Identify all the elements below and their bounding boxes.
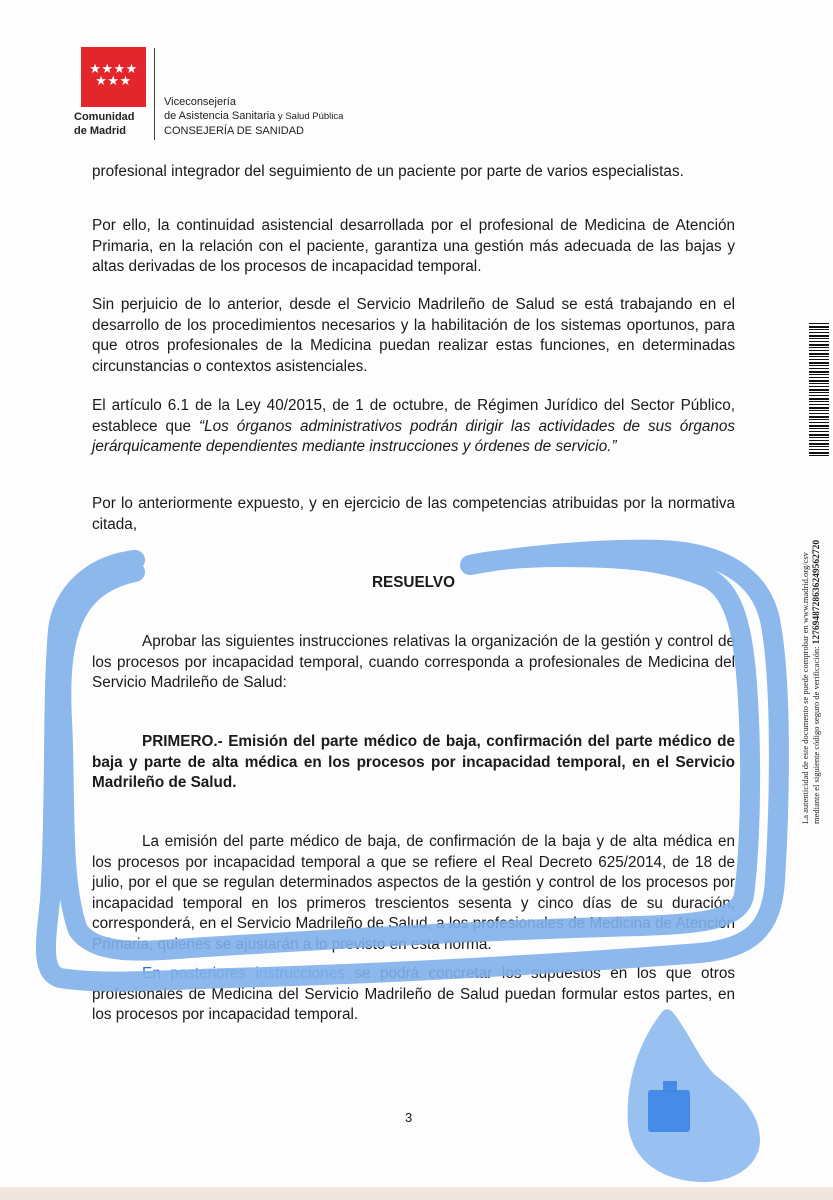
dept-line2 [164,109,343,124]
paragraph-2: Por ello, la continuidad asistencial desarrollada por el profesional de Medicina de Atención Primaria, en la relación con el paciente, garantiza una gestión más adecuada de las bajas y altas derivadas de los procesos de incapacidad temporal. [92,217,735,275]
paragraph-9-highlight: En posteriores instrucciones [142,965,345,982]
dept-line3: CONSEJERÍA DE SANIDAD [164,125,304,137]
verification-code: 1276948728636249562720 [812,539,822,645]
dept-line1: Viceconsejería [164,96,236,108]
verification-text [800,540,823,824]
comunidad-madrid-logo [81,47,146,107]
paragraph-1: profesional integrador del seguimiento de un paciente por parte de varios especialistas. [92,163,684,180]
department-header [164,95,343,138]
dept-line2a: de Asistencia Sanitaria [164,110,276,122]
primero-heading: PRIMERO.- Emisión del parte médico de baja, confirmación del parte médico de baja y parte de alta médica en los procesos por incapacidad temporal, en el Servicio Madrileño de Salud. [92,733,735,791]
page-number: 3 [405,1110,413,1125]
paragraph-5: Por lo anteriormente expuesto, y en ejercicio de las competencias atribuidas por la normativa citada, [92,495,735,533]
verification-line2 [811,540,823,824]
paragraph-8: La emisión del parte médico de baja, de confirmación de la baja y de alta médica en los procesos por incapacidad temporal a que se refiere el Real Decreto 625/2014, de 18 de julio, por el que se regulan determinados aspectos de la gestión y control de los procesos por incapacidad temporal en los primeros trescientos sesenta y cinco días de su duración, corresponderá, en el Servicio Madrileño de Salud, a los profesionales de Medicina de Atención Primaria, quienes se ajustarán a lo previsto en esta norma. [92,833,735,953]
dept-line2b: y Salud Pública [275,111,344,122]
logo-caption [74,110,154,138]
paragraph-4-text: El artículo 6.1 de la Ley 40/2015, de 1 de octubre, de Régimen Jurídico del Sector Público, establece que [92,397,735,435]
logo-caption-line2: de Madrid [74,125,126,137]
resuelvo-heading: RESUELVO [371,574,455,591]
paragraph-4 [92,396,735,458]
paragraph-3: Sin perjuicio de lo anterior, desde el Servicio Madrileño de Salud se está trabajando en el desarrollo de los procedimientos necesarios y la habilitación de los sistemas oportunos, para que otros profesionales de la Medicina puedan realizar estas funciones, en determinadas circunstancias o contextos asistenciales. [92,296,735,375]
header-divider [154,48,155,140]
paragraph-6: Aprobar las siguientes instrucciones relativas la organización de la gestión y control de los procesos por incapacidad temporal, cuando corresponda a profesionales de Medicina del Servicio Madrileño de Salud: [92,633,735,691]
paragraph-4-quote: “Los órganos administrativos podrán dirigir las actividades de sus órganos jerárquicamente dependientes mediante instrucciones y órdenes de servicio.” [92,417,736,455]
paragraph-9-text: se podrá concretar los supuestos en los que otros profesionales de Medicina del Servicio Madrileño de Salud puedan formular estos partes, en los procesos por incapacidad temporal. [92,965,735,1023]
page-bottom-edge [0,1187,833,1200]
barcode [809,323,829,458]
verification-line2-text: mediante el siguiente código seguro de verificación: [811,646,821,824]
logo-caption-line1: Comunidad [74,111,135,123]
verification-line1: La autenticidad de este documento se puede comprobar en www.madrid.org/csv [800,552,810,824]
logo-stars-icon: ★★★★ ★★★ [89,61,138,88]
paragraph-9 [92,964,735,1026]
